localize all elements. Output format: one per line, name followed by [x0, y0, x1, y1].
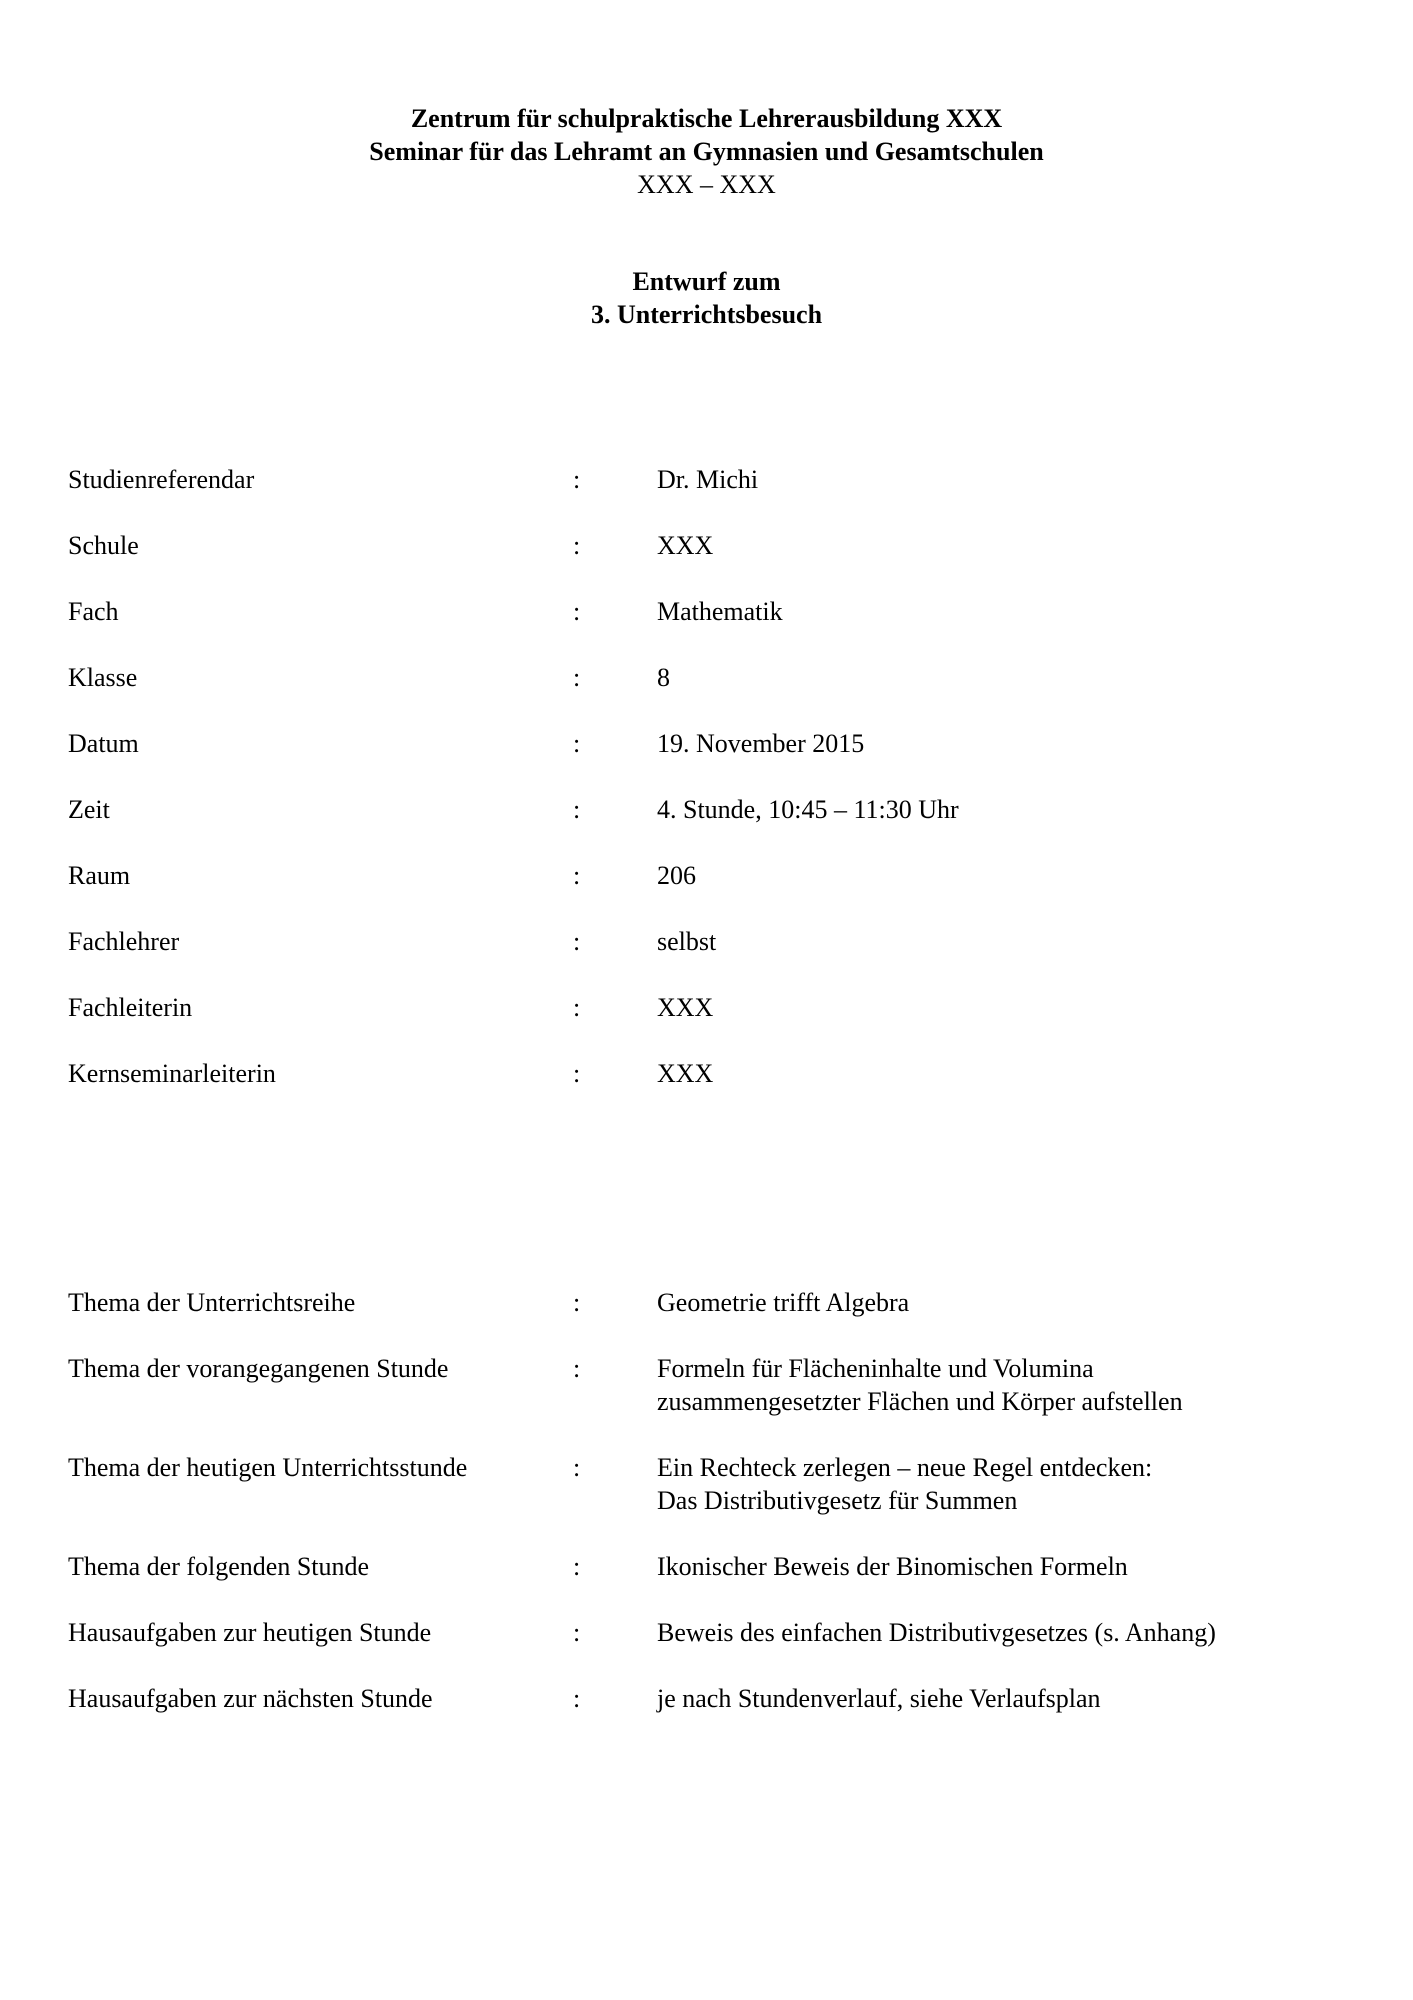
info-colon: :: [573, 531, 581, 560]
topic-colon: :: [573, 1354, 581, 1383]
info-value: XXX: [657, 993, 714, 1022]
info-colon: :: [573, 1059, 581, 1088]
topic-value: [657, 1286, 1358, 1319]
topic-row-heutige-stunde: [68, 1451, 1358, 1517]
info-row-fachleiterin: [68, 991, 1358, 1057]
info-value: Mathematik: [657, 597, 783, 626]
info-label: Fach: [68, 597, 119, 626]
topic-label: Thema der vorangegangenen Stunde: [68, 1354, 449, 1383]
general-info-table: [68, 463, 1358, 1123]
info-value: 8: [657, 663, 670, 692]
location-line: XXX – XXX: [637, 170, 776, 199]
info-row-studienreferendar: [68, 463, 1358, 529]
title-line-1: Entwurf zum: [632, 267, 781, 296]
topic-row-unterrichtsreihe: [68, 1286, 1358, 1319]
info-row-klasse: [68, 661, 1358, 727]
info-colon: :: [573, 663, 581, 692]
info-label: Datum: [68, 729, 139, 758]
info-colon: :: [573, 465, 581, 494]
topic-label: Thema der Unterrichtsreihe: [68, 1288, 356, 1317]
info-colon: :: [573, 861, 581, 890]
info-colon: :: [573, 927, 581, 956]
institution-header: [0, 102, 1413, 201]
info-label: Fachleiterin: [68, 993, 193, 1022]
info-colon: :: [573, 729, 581, 758]
institution-name: Zentrum für schulpraktische Lehrerausbildung XXX: [410, 104, 1003, 133]
topic-label: Hausaufgaben zur nächsten Stunde: [68, 1684, 433, 1713]
info-colon: :: [573, 795, 581, 824]
topic-value: [657, 1616, 1358, 1649]
info-value: 206: [657, 861, 696, 890]
topic-value: [657, 1682, 1358, 1715]
topic-row-hausaufgaben-heute: [68, 1616, 1358, 1649]
topic-value: [657, 1352, 1358, 1418]
topic-value-line: Ein Rechteck zerlegen – neue Regel entdecken:: [657, 1453, 1153, 1482]
info-label: Zeit: [68, 795, 110, 824]
topic-row-folgende-stunde: [68, 1550, 1358, 1583]
topic-value: [657, 1451, 1358, 1517]
document-title: [0, 265, 1413, 331]
topic-value-line: Das Distributivgesetz für Summen: [657, 1486, 1018, 1515]
info-value: XXX: [657, 1059, 714, 1088]
info-value: 4. Stunde, 10:45 – 11:30 Uhr: [657, 795, 959, 824]
info-label: Fachlehrer: [68, 927, 180, 956]
topic-row-vorangegangene-stunde: [68, 1352, 1358, 1418]
info-row-zeit: [68, 793, 1358, 859]
topic-label: Thema der heutigen Unterrichtsstunde: [68, 1453, 468, 1482]
topic-colon: :: [573, 1288, 581, 1317]
topic-label: Hausaufgaben zur heutigen Stunde: [68, 1618, 432, 1647]
info-value: selbst: [657, 927, 717, 956]
topic-value-line: Beweis des einfachen Distributivgesetzes (s. Anhang): [657, 1618, 1216, 1647]
info-colon: :: [573, 993, 581, 1022]
info-label: Raum: [68, 861, 131, 890]
info-value: Dr. Michi: [657, 465, 759, 494]
info-row-schule: [68, 529, 1358, 595]
info-row-fachlehrer: [68, 925, 1358, 991]
seminar-name: Seminar für das Lehramt an Gymnasien und Gesamtschulen: [369, 137, 1044, 166]
topic-colon: :: [573, 1453, 581, 1482]
topic-value-line: zusammengesetzter Flächen und Körper aufstellen: [657, 1387, 1183, 1416]
info-label: Klasse: [68, 663, 138, 692]
topic-value-line: Ikonischer Beweis der Binomischen Formeln: [657, 1552, 1128, 1581]
info-label: Kernseminarleiterin: [68, 1059, 276, 1088]
info-row-fach: [68, 595, 1358, 661]
topic-value-line: Formeln für Flächeninhalte und Volumina: [657, 1354, 1094, 1383]
info-colon: :: [573, 597, 581, 626]
info-row-kernseminarleiterin: [68, 1057, 1358, 1123]
info-label: Schule: [68, 531, 139, 560]
info-row-datum: [68, 727, 1358, 793]
lesson-topics-table: [68, 1286, 1358, 1748]
topic-colon: :: [573, 1618, 581, 1647]
topic-colon: :: [573, 1552, 581, 1581]
topic-value-line: Geometrie trifft Algebra: [657, 1288, 910, 1317]
topic-label: Thema der folgenden Stunde: [68, 1552, 370, 1581]
info-value: XXX: [657, 531, 714, 560]
topic-value-line: je nach Stundenverlauf, siehe Verlaufsplan: [657, 1684, 1101, 1713]
info-row-raum: [68, 859, 1358, 925]
title-line-2: 3. Unterrichtsbesuch: [590, 300, 823, 329]
topic-colon: :: [573, 1684, 581, 1713]
info-label: Studienreferendar: [68, 465, 255, 494]
topic-value: [657, 1550, 1358, 1583]
topic-row-hausaufgaben-naechste: [68, 1682, 1358, 1715]
info-value: 19. November 2015: [657, 729, 865, 758]
